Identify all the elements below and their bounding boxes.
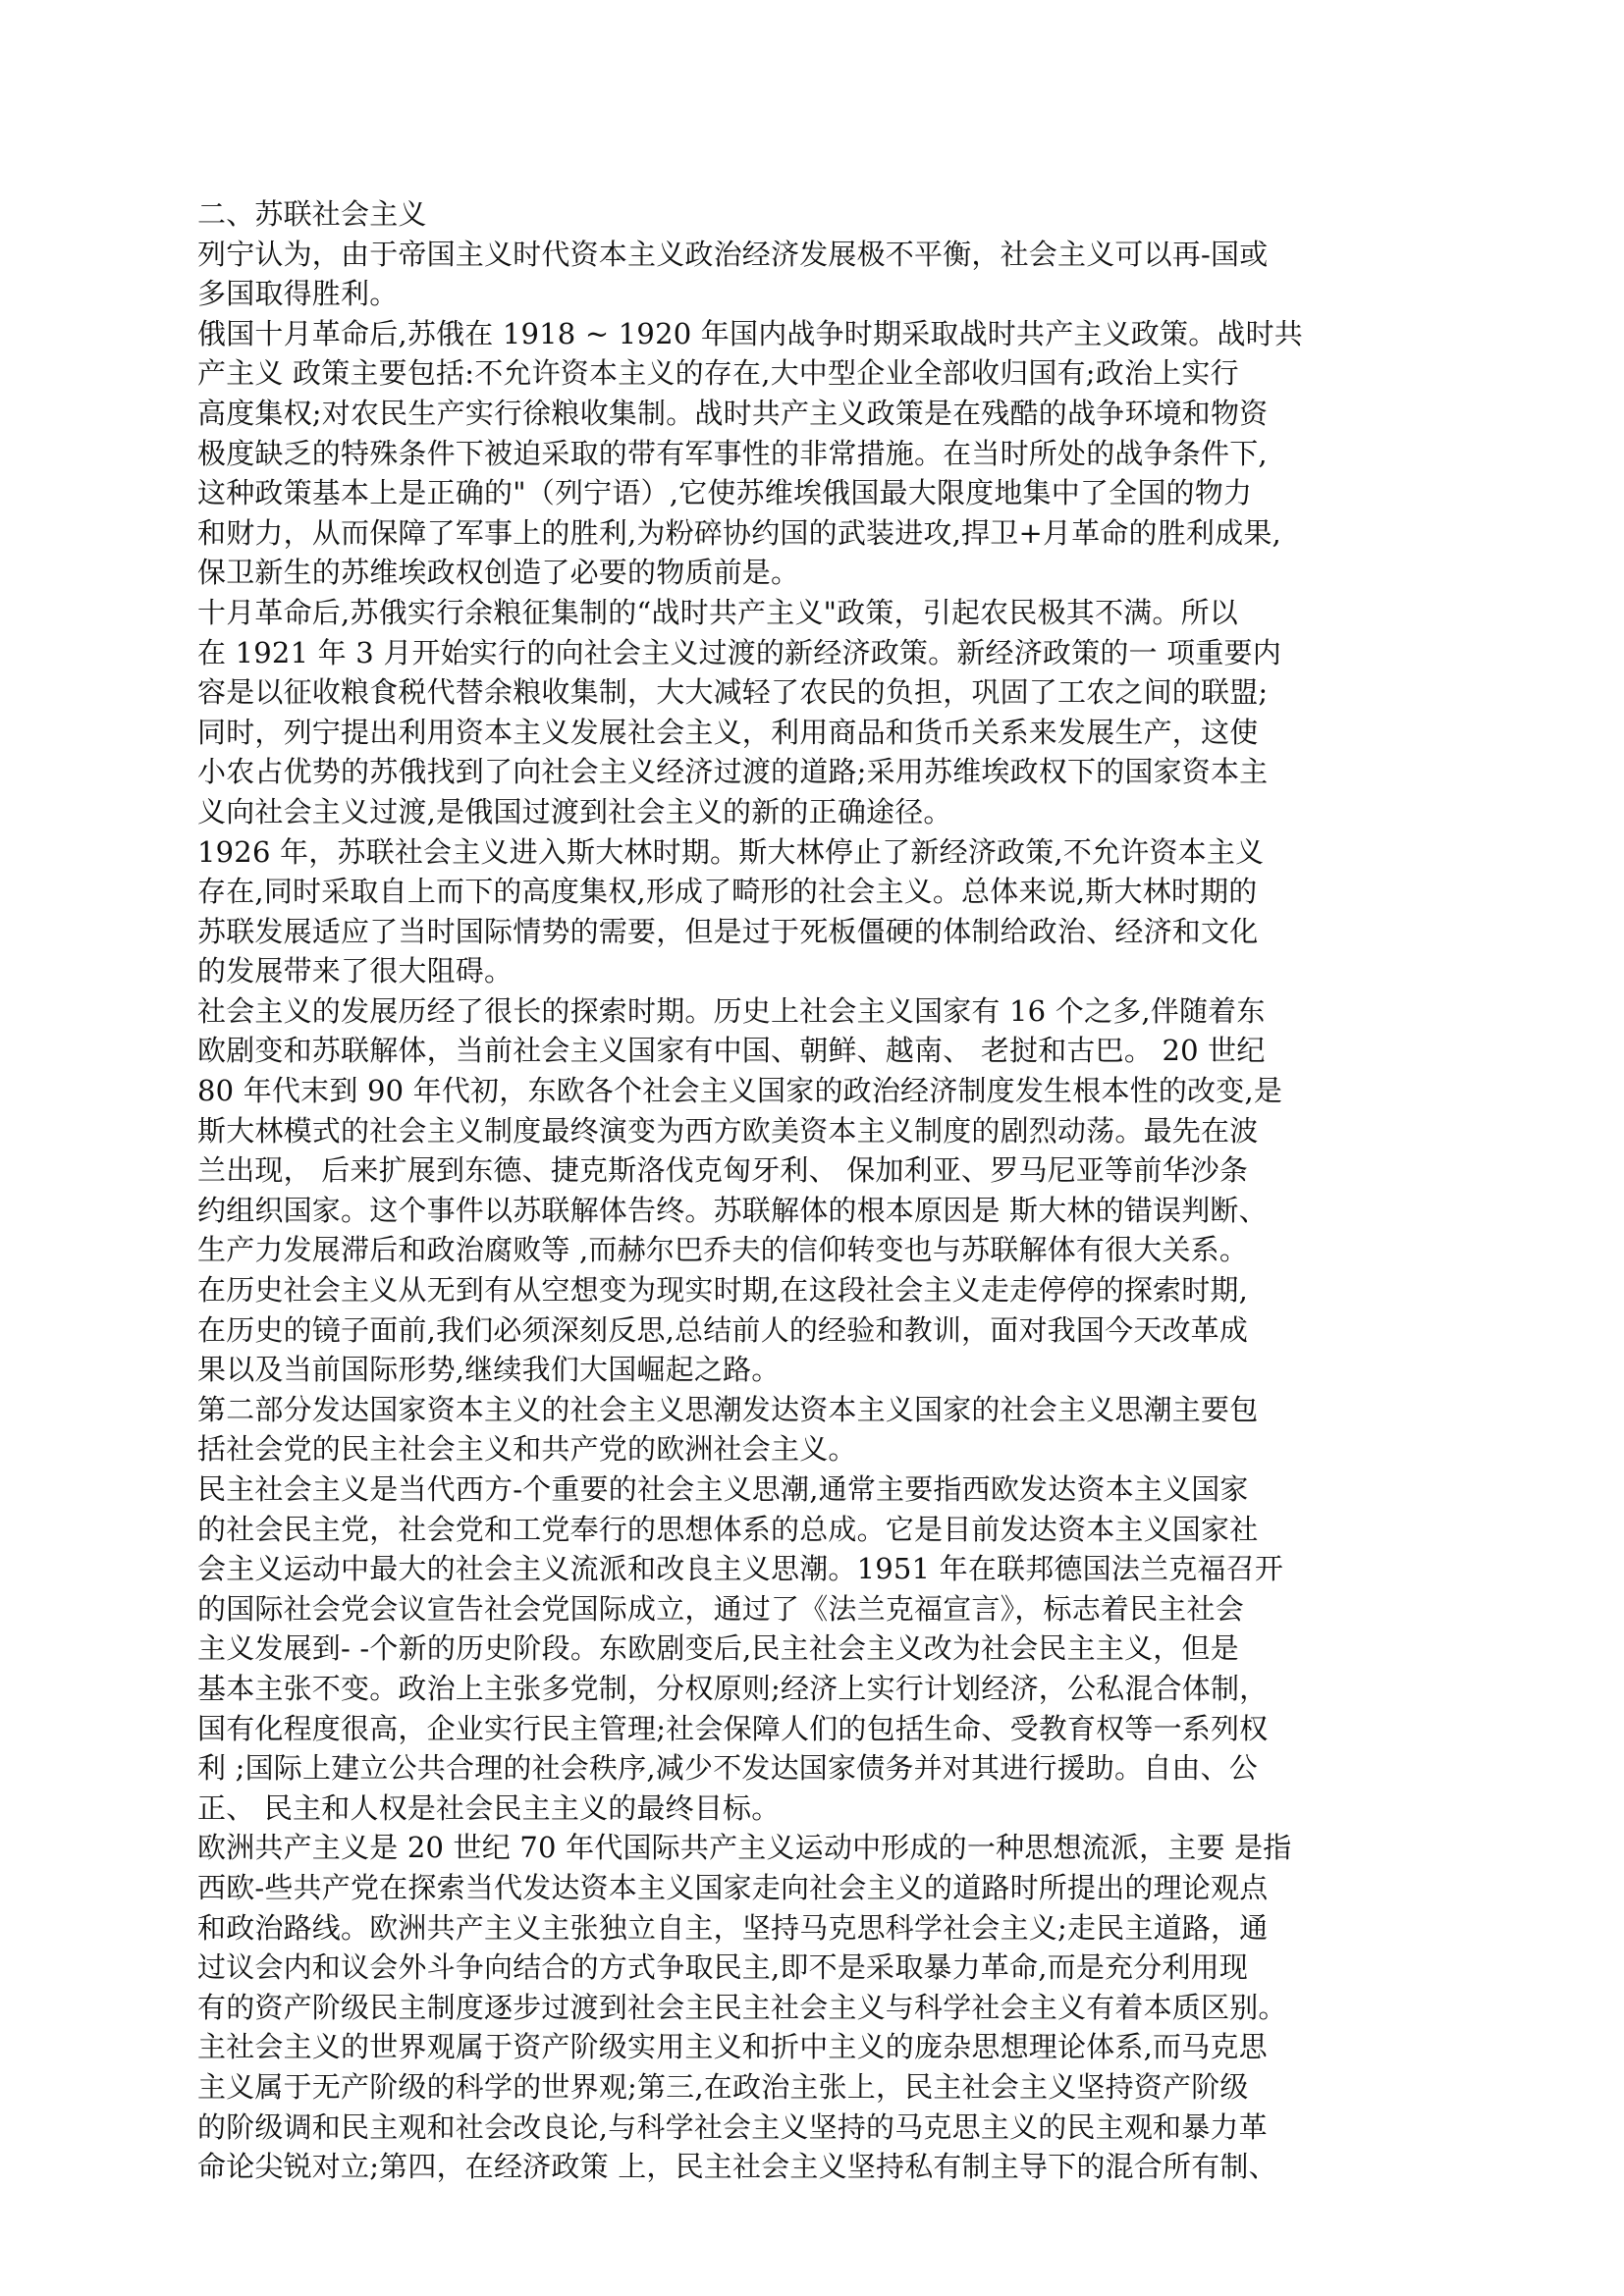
text-line: 和财力，从而保障了军事上的胜利,为粉碎协约国的武装进攻,捍卫+月革命的胜利成果, [197, 515, 1281, 550]
text-line: 过议会内和议会外斗争向结合的方式争取民主,即不是采取暴力革命,而是充分利用现 [197, 1950, 1249, 1985]
text-line: 保卫新生的苏维埃政权创造了必要的物质前是。 [197, 556, 800, 590]
text-line: 主社会主义的世界观属于资产阶级实用主义和折中主义的庞杂思想理论体系,而马克思 [197, 2030, 1268, 2064]
text-line: 基本主张不变。政治上主张多党制，分权原则;经济上实行计划经济，公私混合体制， [197, 1671, 1269, 1705]
text-line: 欧洲共产主义是 20 世纪 70 年代国际共产主义运动中形成的一种思想流派，主要 是指 [197, 1831, 1292, 1865]
text-line: 生产力发展滞后和政治腐败等 ,而赫尔巴乔夫的信仰转变也与苏联解体有很大关系。 [197, 1233, 1249, 1267]
text-line: 主义属于无产阶级的科学的世界观;第三,在政治主张上，民主社会主义坚持资产阶级 [197, 2069, 1249, 2104]
text-line: 括社会党的民主社会主义和共产党的欧洲社会主义。 [197, 1432, 857, 1467]
text-line: 在历史社会主义从无到有从空想变为现实时期,在这段社会主义走走停停的探索时期, [197, 1273, 1249, 1308]
text-line: 极度缺乏的特殊条件下被迫采取的带有军事性的非常措施。在当时所处的战争条件下, [197, 436, 1268, 470]
text-line: 兰出现， 后来扩展到东德、捷克斯洛伐克匈牙利、 保加利亚、罗马尼亚等前华沙条 [197, 1153, 1249, 1188]
text-line: 斯大林模式的社会主义制度最终演变为西方欧美资本主义制度的剧烈动荡。最先在波 [197, 1113, 1259, 1148]
text-line: 国有化程度很高，企业实行民主管理;社会保障人们的包括生命、受教育权等一系列权 [197, 1711, 1269, 1745]
text-line: 80 年代末到 90 年代初，东欧各个社会主义国家的政治经济制度发生根本性的改变,是 [197, 1074, 1283, 1108]
text-line: 苏联发展适应了当时国际情势的需要，但是过于死板僵硬的体制给政治、经济和文化 [197, 914, 1259, 948]
text-line: 多国取得胜利。 [197, 277, 399, 311]
text-line: 命论尖锐对立;第四，在经济政策 上，民主社会主义坚持私有制主导下的混合所有制、 [197, 2150, 1277, 2184]
text-line: 果以及当前国际形势,继续我们大国崛起之路。 [197, 1353, 781, 1387]
text-line: 列宁认为，由于帝国主义时代资本主义政治经济发展极不平衡，社会主义可以再-国或 [197, 237, 1269, 271]
text-line: 第二部分发达国家资本主义的社会主义思潮发达资本主义国家的社会主义思潮主要包 [197, 1392, 1259, 1426]
text-line: 欧剧变和苏联解体，当前社会主义国家有中国、朝鲜、越南、 老挝和古巴。 20 世纪 [197, 1034, 1266, 1068]
text-line: 的发展带来了很大阻碍。 [197, 954, 514, 988]
text-line: 在历史的镜子面前,我们必须深刻反思,总结前人的经验和教训，面对我国今天改革成 [197, 1312, 1249, 1347]
text-line: 民主社会主义是当代西方-个重要的社会主义思潮,通常主要指西欧发达资本主义国家 [197, 1472, 1249, 1506]
text-line: 容是以征收粮食税代替余粮收集制，大大减轻了农民的负担，巩固了工农之间的联盟; [197, 675, 1269, 710]
text-line: 俄国十月革命后,苏俄在 1918 ~ 1920 年国内战争时期采取战时共产主义政策。战时共 [197, 316, 1303, 350]
text-line: 的阶级调和民主观和社会改良论,与科学社会主义坚持的马克思主义的民主观和暴力革 [197, 2109, 1268, 2144]
text-line: 产主义 政策主要包括:不允许资本主义的存在,大中型企业全部收归国有;政治上实行 [197, 356, 1239, 391]
text-line: 义向社会主义过渡,是俄国过渡到社会主义的新的正确途径。 [197, 794, 952, 828]
text-line: 的国际社会党会议宣告社会党国际成立，通过了《法兰克福宣言》，标志着民主社会 [197, 1591, 1244, 1626]
text-line: 利 ;国际上建立公共合理的社会秩序,减少不发达国家债务并对其进行援助。自由、公 [197, 1751, 1259, 1786]
text-line: 高度集权;对农民生产实行徐粮收集制。战时共产主义政策是在残酷的战争环境和物资 [197, 396, 1269, 430]
text-line: 主义发展到- -个新的历史阶段。东欧剧变后,民主社会主义改为社会民主主义，但是 [197, 1631, 1239, 1666]
text-line: 正、 民主和人权是社会民主主义的最终目标。 [197, 1790, 781, 1825]
document-body [197, 194, 1435, 2187]
text-line: 1926 年，苏联社会主义进入斯大林时期。斯大林停止了新经济政策,不允许资本主义 [197, 834, 1265, 869]
text-line: 同时，列宁提出利用资本主义发展社会主义，利用商品和货币关系来发展生产，这使 [197, 715, 1259, 749]
text-line: 这种政策基本上是正确的"（列宁语）,它使苏维埃俄国最大限度地集中了全国的物力 [197, 476, 1253, 510]
text-line: 的社会民主党，社会党和工党奉行的思想体系的总成。它是目前发达资本主义国家社 [197, 1512, 1259, 1546]
section-heading: 二、苏联社会主义 [197, 197, 427, 231]
text-line: 小农占优势的苏俄找到了向社会主义经济过渡的道路;采用苏维埃政权下的国家资本主 [197, 755, 1269, 789]
text-line: 会主义运动中最大的社会主义流派和改良主义思潮。1951 年在联邦德国法兰克福召开 [197, 1552, 1284, 1586]
text-line: 西欧-些共产党在探索当代发达资本主义国家走向社会主义的道路时所提出的理论观点 [197, 1870, 1269, 1904]
text-line: 有的资产阶级民主制度逐步过渡到社会主民主社会主义与科学社会主义有着本质区别。 [197, 1990, 1287, 2024]
text-line: 在 1921 年 3 月开始实行的向社会主义过渡的新经济政策。新经济政策的一 项重要内 [197, 635, 1281, 669]
text-line: 约组织国家。这个事件以苏联解体告终。苏联解体的根本原因是 斯大林的错误判断、 [197, 1193, 1268, 1227]
text-line: 存在,同时采取自上而下的高度集权,形成了畸形的社会主义。总体来说,斯大林时期的 [197, 875, 1258, 909]
text-line: 社会主义的发展历经了很长的探索时期。历史上社会主义国家有 16 个之多,伴随着东 [197, 993, 1266, 1028]
text-line: 十月革命后,苏俄实行余粮征集制的“战时共产主义"政策，引起农民极其不满。所以 [197, 595, 1238, 629]
text-line: 和政治路线。欧洲共产主义主张独立自主，坚持马克思科学社会主义;走民主道路，通 [197, 1910, 1269, 1945]
